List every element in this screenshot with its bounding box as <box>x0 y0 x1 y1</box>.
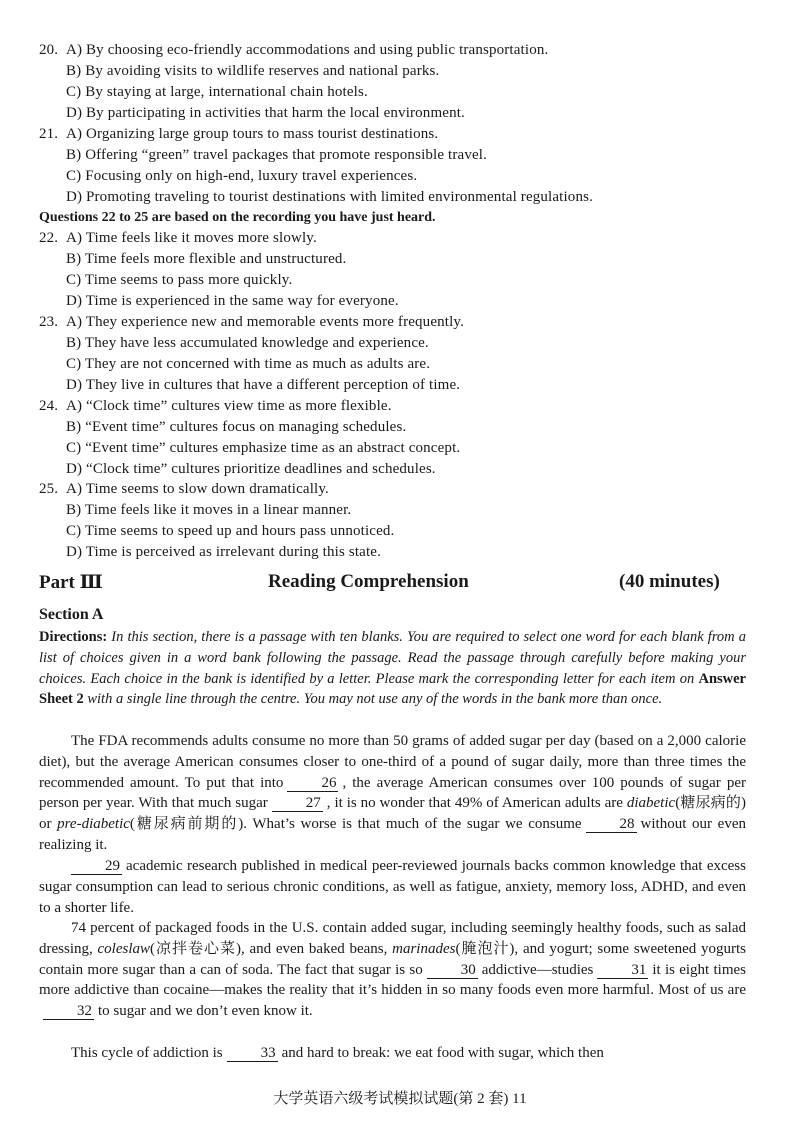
question-25-option-c: C) Time seems to speed up and hours pass unnoticed. <box>66 523 395 539</box>
question-25-option-d: D) Time is perceived as irrelevant during this state. <box>66 544 381 560</box>
question-24-option-d: D) “Clock time” cultures prioritize deadlines and schedules. <box>66 461 436 477</box>
passage-paragraph-4: This cycle of addiction is 33 and hard to break: we eat food with sugar, which then <box>71 1045 604 1061</box>
passage-paragraph-2: 29 academic research published in medical peer-reviewed journals backs common knowledge that excess sugar consumption can lead to serious chronic conditions, as well as fatigue, anxiety, memory loss, ADHD, and even to a shorter life. <box>39 858 746 916</box>
question-21-option-d: D) Promoting traveling to tourist destinations with limited environmental regulations. <box>66 189 593 205</box>
question-23-option-a: 23. A) They experience new and memorable events more frequently. <box>39 314 465 330</box>
page-footer: 大学英语六级考试模拟试题(第 2 套) 11 <box>273 1091 527 1107</box>
blank-30[interactable]: 30 <box>427 963 478 979</box>
blank-28[interactable]: 28 <box>586 817 637 833</box>
question-21-option-a: 21. A) Organizing large group tours to mass tourist destinations. <box>39 126 439 142</box>
question-22-option-b: B) Time feels more flexible and unstructured. <box>66 251 347 267</box>
question-24-option-c: C) “Event time” cultures emphasize time as an abstract concept. <box>66 440 461 456</box>
question-21-option-b: B) Offering “green” travel packages that promote responsible travel. <box>66 147 488 163</box>
part-title: Reading Comprehension <box>268 571 469 592</box>
blank-26[interactable]: 26 <box>287 776 338 792</box>
blank-31[interactable]: 31 <box>597 963 648 979</box>
blank-33[interactable]: 33 <box>227 1046 278 1062</box>
part-label: Part Ⅲ <box>39 572 103 593</box>
question-23-option-c: C) They are not concerned with time as much as adults are. <box>66 356 431 372</box>
directions-label: Directions: <box>39 629 108 645</box>
directions: Directions: In this section, there is a passage with ten blanks. You are required to select one word for each blank from a list of choices given in a word bank following the passage. Read the passage through carefully before making your choices. Each choice in the bank is identified by a letter. Please mark the corresponding letter for each item on Answer Sheet 2 with a single line through the centre. You may not use any of the words in the bank more than once. <box>39 629 746 708</box>
question-24-option-a: 24. A) “Clock time” cultures view time as more flexible. <box>39 398 392 414</box>
passage-paragraph-3: 74 percent of packaged foods in the U.S. contain added sugar, including seemingly healthy foods, such as salad dressing, coleslaw(凉拌卷心菜), and even baked beans, marinades(腌泡汁), and yogurt; some sweetened yogurts contain more sugar than a can of soda. The fact that sugar is so 30 addictive—studies 31 it is eight times more addictive than cocaine—makes the reality that it’s hidden in so many foods even more harmful. Most of us are32 to sugar and we don’t even know it. <box>39 920 747 1020</box>
question-23-option-b: B) They have less accumulated knowledge and experience. <box>66 335 429 351</box>
passage-paragraph-1: The FDA recommends adults consume no more than 50 grams of added sugar per day (based on a 2,000 calorie diet), but the average American consumes closer to one-third of a pound of sugar daily, more than three times the recommended amount. To put that into 26 , the average American consumes over 100 pounds of sugar per person per year. With that much sugar 27 , it is no wonder that 49% of American adults are diabetic(糖尿病的) or pre-diabetic(糖尿病前期的). What’s worse is that much of the sugar we consume 28 without our even realizing it. <box>39 733 747 853</box>
question-22-option-a: 22. A) Time feels like it moves more slowly. <box>39 230 317 246</box>
blank-29[interactable]: 29 <box>71 859 122 875</box>
answer-sheet-ref: Answer Sheet 2 <box>39 670 746 708</box>
question-group-heading: Questions 22 to 25 are based on the recording you have just heard. <box>39 210 436 225</box>
question-22-option-d: D) Time is experienced in the same way for everyone. <box>66 293 399 309</box>
question-24-option-b: B) “Event time” cultures focus on managing schedules. <box>66 419 407 435</box>
blank-27[interactable]: 27 <box>272 796 323 812</box>
part-time: (40 minutes) <box>619 571 720 592</box>
section-heading: Section A <box>39 606 104 623</box>
question-20-option-d: D) By participating in activities that harm the local environment. <box>66 105 465 121</box>
question-21-option-c: C) Focusing only on high-end, luxury travel experiences. <box>66 168 418 184</box>
question-25-option-b: B) Time feels like it moves in a linear manner. <box>66 502 352 518</box>
question-20-option-c: C) By staying at large, international chain hotels. <box>66 84 368 100</box>
question-20-option-a: 20. A) By choosing eco-friendly accommodations and using public transportation. <box>39 42 549 58</box>
question-20-option-b: B) By avoiding visits to wildlife reserves and national parks. <box>66 63 440 79</box>
question-25-option-a: 25. A) Time seems to slow down dramatically. <box>39 481 329 497</box>
question-23-option-d: D) They live in cultures that have a different perception of time. <box>66 377 461 393</box>
question-22-option-c: C) Time seems to pass more quickly. <box>66 272 293 288</box>
blank-32[interactable]: 32 <box>43 1004 94 1020</box>
